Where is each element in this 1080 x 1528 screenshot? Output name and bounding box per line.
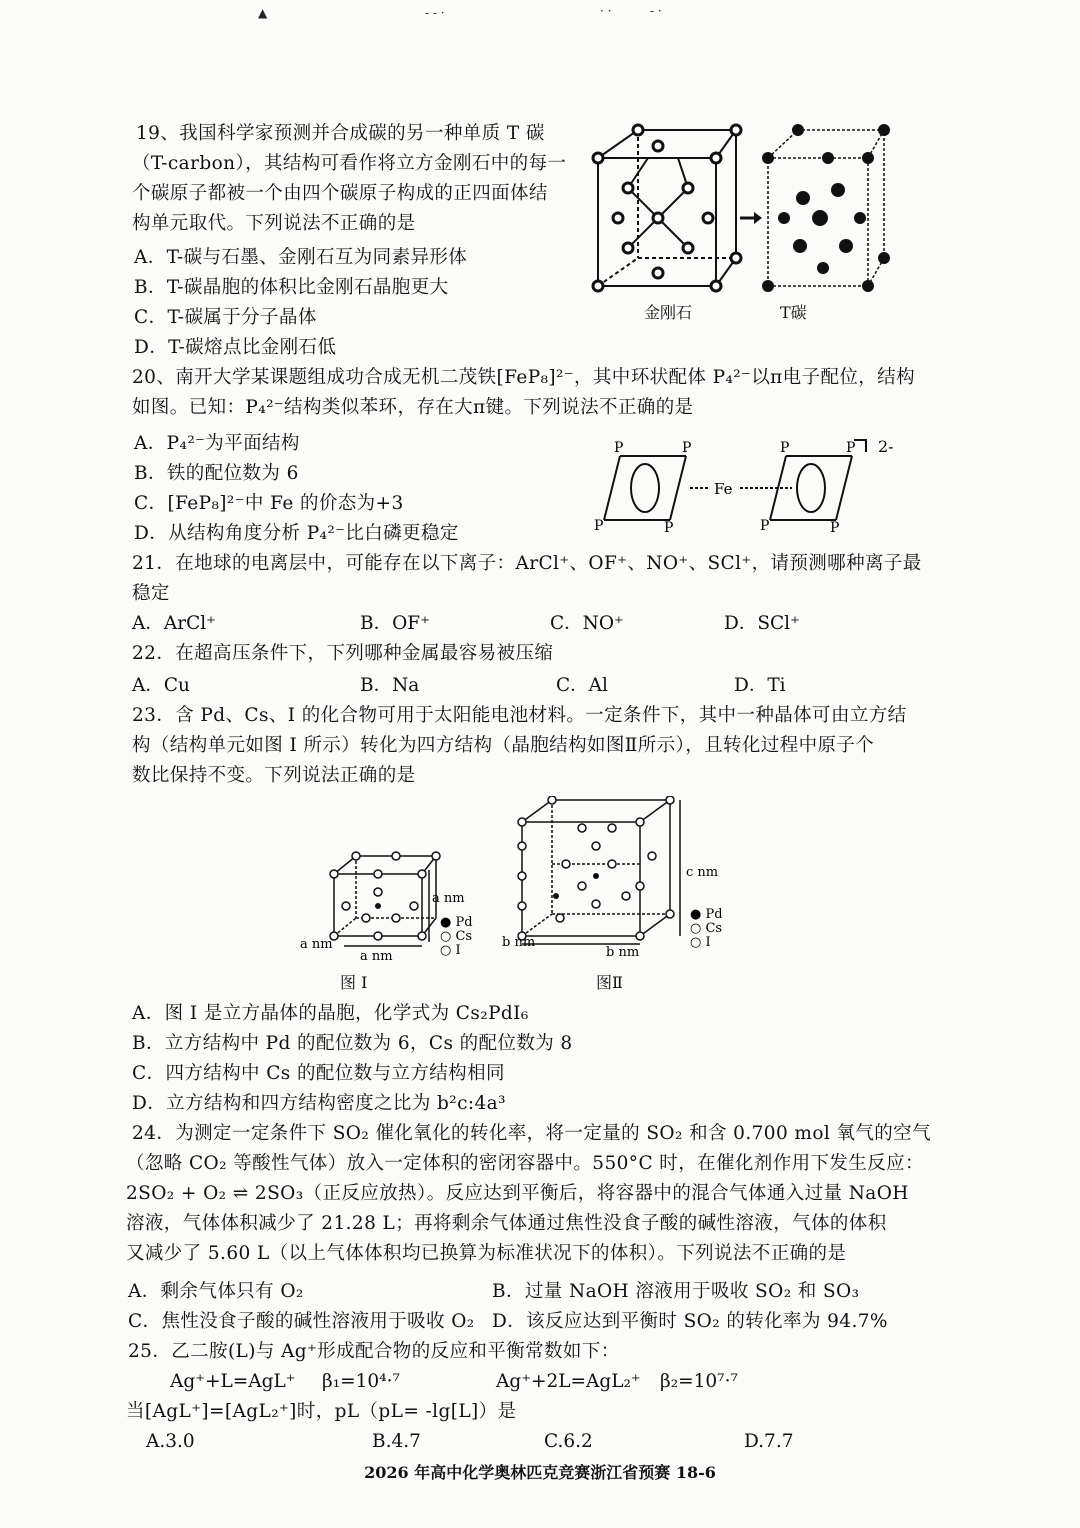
- q23-option: D．立方结构和四方结构密度之比为 b²c:4a³: [132, 1093, 506, 1114]
- fig1-dim: a nm: [432, 891, 465, 906]
- atom-label: P: [830, 520, 840, 536]
- atom-label: P: [760, 518, 770, 534]
- fig1-caption: 图 I: [340, 973, 368, 992]
- q22-option: D．Ti: [734, 675, 786, 696]
- page-footer: 2026 年高中化学奥林匹克竞赛浙江省预赛 18-6: [364, 1463, 716, 1482]
- q23-line: 构（结构单元如图 I 所示）转化为四方结构（晶胞结构如图Ⅱ所示），且转化过程中原子个: [132, 735, 875, 756]
- q19-line: 构单元取代。下列说法不正确的是: [132, 213, 416, 234]
- atom-label: P: [594, 518, 604, 534]
- q21-option: B．OF⁺: [360, 613, 430, 634]
- q21-line: 21．在地球的电离层中，可能存在以下离子：ArCl⁺、OF⁺、NO⁺、SCl⁺，请预测哪种离子最: [132, 553, 922, 574]
- q22-option: B．Na: [360, 675, 420, 696]
- q23-line: 数比保持不变。下列说法正确的是: [132, 765, 416, 786]
- q24-option: A．剩余气体只有 O₂: [128, 1281, 304, 1302]
- fig-label-diamond: 金刚石: [644, 303, 693, 322]
- q25-eq1: Ag⁺+L=AgL⁺: [170, 1371, 296, 1392]
- q24-line: 24．为测定一定条件下 SO₂ 催化氧化的转化率，将一定量的 SO₂ 和含 0.700 mol 氧气的空气: [132, 1123, 931, 1144]
- q25-k2: β₂=10⁷·⁷: [660, 1371, 738, 1392]
- q20-option: A．P₄²⁻为平面结构: [134, 433, 300, 454]
- fig2-legend: ○ I: [690, 935, 711, 950]
- q19-option: B．T-碳晶胞的体积比金刚石晶胞更大: [134, 277, 449, 298]
- q24-line: 又减少了 5.60 L（以上气体体积均已换算为标准状况下的体积）。下列说法不正确的是: [126, 1243, 847, 1264]
- q20-option: B．铁的配位数为 6: [134, 463, 299, 484]
- fig2-legend: ● Pd: [690, 907, 723, 922]
- fig1-legend: ○ Cs: [440, 929, 473, 944]
- atom-label: P: [780, 440, 790, 456]
- q19-line: 个碳原子都被一个由四个碳原子构成的正四面体结: [132, 183, 548, 204]
- ferrocene-figure: [590, 432, 910, 542]
- q24-option: C．焦性没食子酸的碱性溶液用于吸收 O₂: [128, 1311, 475, 1332]
- q21-option: C．NO⁺: [550, 613, 624, 634]
- q19-line: （T-carbon），其结构可看作将立方金刚石中的每一: [132, 153, 567, 174]
- crystal-figures: [296, 796, 766, 966]
- fig1-legend: ○ I: [440, 943, 461, 958]
- fig1-legend: ● Pd: [440, 915, 473, 930]
- q21-option: D．SCl⁺: [724, 613, 800, 634]
- atom-label: P: [682, 440, 692, 456]
- fig1-dim: a nm: [360, 949, 393, 964]
- fig2-dim: c nm: [686, 865, 719, 880]
- q24-line: （忽略 CO₂ 等酸性气体）放入一定体积的密闭容器中。550°C 时，在催化剂作用下发生反应：: [126, 1153, 924, 1174]
- q20-line: 20、南开大学某课题组成功合成无机二茂铁[FeP₈]²⁻，其中环状配体 P₄²⁻以π电子配位，结构: [132, 367, 915, 388]
- charge-label: 2-: [878, 437, 894, 456]
- fig1-dim: a nm: [300, 937, 333, 952]
- fig2-dim: b nm: [502, 935, 536, 950]
- atom-label: P: [664, 520, 674, 536]
- q20-line: 如图。已知：P₄²⁻结构类似苯环，存在大π键。下列说法不正确的是: [132, 397, 694, 418]
- q22-option: C．Al: [556, 675, 608, 696]
- fig2-legend: ○ Cs: [690, 921, 723, 936]
- q24-option: D．该反应达到平衡时 SO₂ 的转化率为 94.7%: [492, 1311, 888, 1332]
- fig2-caption: 图Ⅱ: [596, 973, 623, 992]
- q20-option: D．从结构角度分析 P₄²⁻比白磷更稳定: [134, 523, 459, 544]
- header-mark: - - ·: [425, 6, 445, 20]
- q21-option: A．ArCl⁺: [132, 613, 216, 634]
- header-mark: - ·: [650, 4, 662, 18]
- q24-option: B．过量 NaOH 溶液用于吸收 SO₂ 和 SO₃: [492, 1281, 860, 1302]
- tcarbon-atoms: [762, 124, 890, 292]
- q25-condition: 当[AgL⁺]=[AgL₂⁺]时，pL（pL= -lg[L]）是: [126, 1401, 517, 1422]
- fig-label-tcarbon: T碳: [780, 303, 807, 322]
- q23-line: 23．含 Pd、Cs、I 的化合物可用于太阳能电池材料。一定条件下，其中一种晶体可由立方结: [132, 705, 907, 726]
- arrow-icon: [740, 212, 762, 224]
- atom-label: P: [614, 440, 624, 456]
- fig2-cell: [522, 800, 680, 944]
- diamond-tcarbon-figure: [588, 118, 898, 298]
- fig2-atoms: [518, 796, 674, 940]
- fig2-dim: b nm: [606, 945, 640, 960]
- q22-line: 22．在超高压条件下，下列哪种金属最容易被压缩: [132, 643, 554, 664]
- header-mark: ▲: [258, 6, 268, 20]
- q19-option: A．T-碳与石墨、金刚石互为同素异形体: [134, 247, 468, 268]
- q24-line: 溶液，气体体积减少了 21.28 L；再将剩余气体通过焦性没食子酸的碱性溶液，气体的体积: [126, 1213, 887, 1234]
- q25-option: D.7.7: [744, 1431, 794, 1452]
- q25-k1: β₁=10⁴·⁷: [322, 1371, 400, 1392]
- q25-option: A.3.0: [146, 1431, 195, 1452]
- q22-option: A．Cu: [132, 675, 190, 696]
- q23-option: A．图 I 是立方晶体的晶胞，化学式为 Cs₂PdI₆: [132, 1003, 529, 1024]
- atom-label: P: [846, 440, 856, 456]
- q20-option: C．[FeP₈]²⁻中 Fe 的价态为+3: [134, 493, 404, 514]
- q19-option: D．T-碳熔点比金刚石低: [134, 337, 337, 358]
- q25-option: C.6.2: [544, 1431, 593, 1452]
- q23-option: C．四方结构中 Cs 的配位数与立方结构相同: [132, 1063, 505, 1084]
- q23-option: B．立方结构中 Pd 的配位数为 6，Cs 的配位数为 8: [132, 1033, 573, 1054]
- q25-eq2: Ag⁺+2L=AgL₂⁺: [496, 1371, 641, 1392]
- q25-line: 25．乙二胺(L)与 Ag⁺形成配合物的反应和平衡常数如下：: [128, 1341, 620, 1362]
- q25-option: B.4.7: [372, 1431, 421, 1452]
- fig1-atoms: [330, 852, 440, 940]
- fe-label: Fe: [714, 480, 733, 498]
- header-mark: · ·: [600, 4, 612, 18]
- q19-line: 19、我国科学家预测并合成碳的另一种单质 T 碳: [136, 123, 545, 144]
- q21-line: 稳定: [132, 583, 170, 604]
- q19-option: C．T-碳属于分子晶体: [134, 307, 317, 328]
- q24-line: 2SO₂ + O₂ ⇌ 2SO₃（正反应放热）。反应达到平衡后，将容器中的混合气体通入过量 NaOH: [126, 1183, 909, 1204]
